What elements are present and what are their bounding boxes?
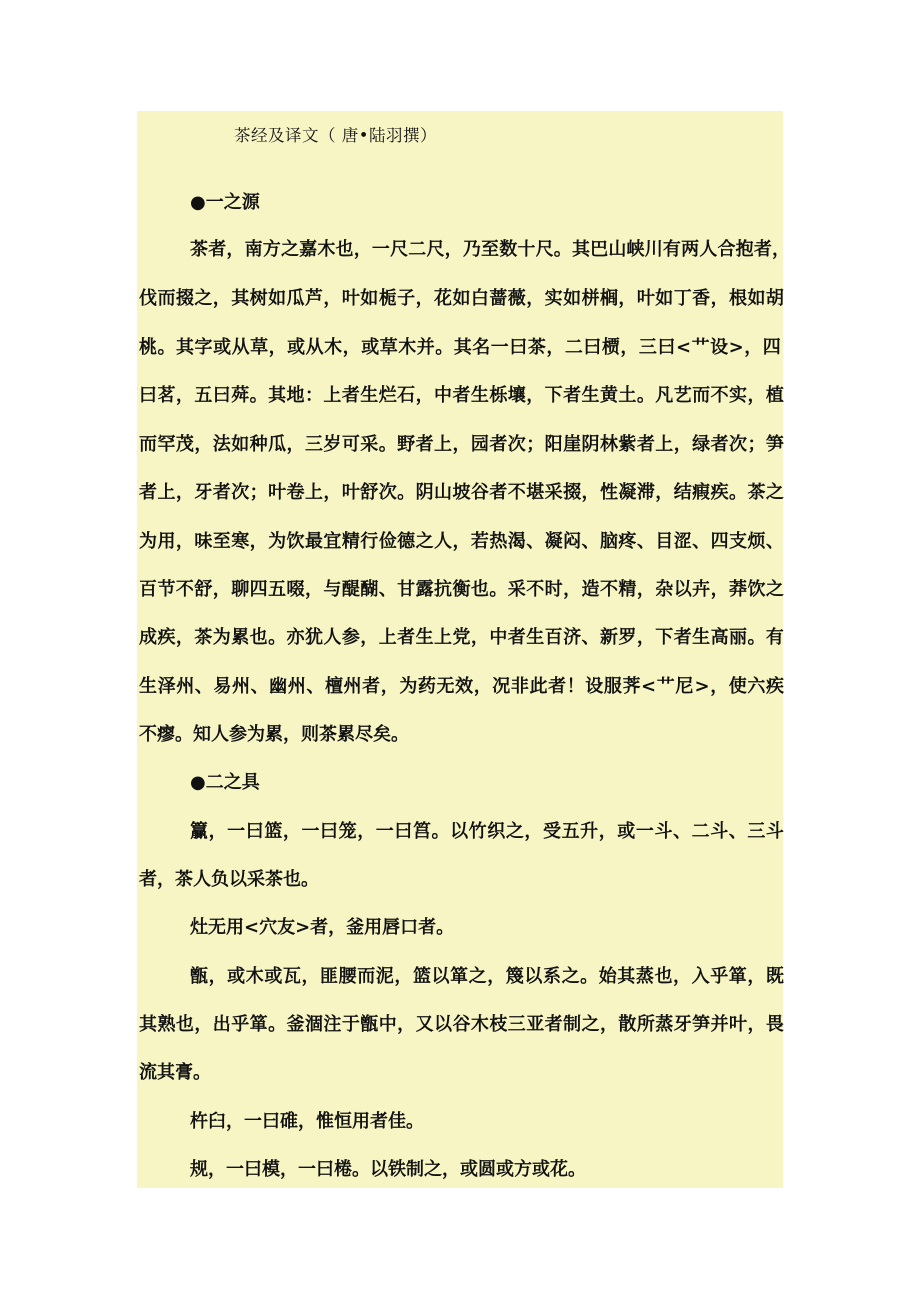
text-line: 百 节 不 舒 ， 聊 四 五 啜 ， 与 醍 醐 、 甘 露 抗 衡 也 。 采 不 时 ， 造 不 精 ， 杂 以 卉 ， 莽 饮 之 [139,579,784,600]
text-line: 者 上 ， 牙 者 次 ； 叶 卷 上 ， 叶 舒 次 。 阴 山 坡 谷 者 不 堪 采 掇 ， 性 凝 滞 ， 结 瘕 疾 。 茶 之 [139,482,784,503]
document-title: 茶经及译文（ 唐•陆羽撰） [234,126,437,145]
text-line: 流其膏。 [139,1062,211,1083]
section-heading: ●一之源 [190,192,260,213]
text-line: 茶 者 ， 南 方 之 嘉 木 也 ， 一 尺 二 尺 ， 乃 至 数 十 尺 。 其 巴 山 峡 川 有 两 人 合 抱 者 ， [190,239,790,260]
text-line: 者，茶人负以采茶也。 [139,869,319,890]
text-line: 为 用 ， 味 至 寒 ， 为 饮 最 宜 精 行 俭 德 之 人 ， 若 热 渴 、 凝 闷 、 脑 疼 、 目 涩 、 四 支 烦 、 [139,531,784,552]
text-line: 杵臼，一曰碓，惟恒用者佳。 [190,1111,424,1132]
text-line: 生 泽 州 、 易 州 、 幽 州 、 檀 州 者 ， 为 药 无 效 ， 况 非 此 者 ！ 设 服 荠 < 艹 尼 > ， 使 六 疾 [139,676,784,697]
text-line: 而 罕 茂 ， 法 如 种 瓜 ， 三 岁 可 采 。 野 者 上 ， 园 者 次 ； 阳 崖 阴 林 紫 者 上 ， 绿 者 次 ； 笋 [139,434,784,455]
text-line: 籯 ， 一 曰 篮 ， 一 曰 笼 ， 一 曰 筥 。 以 竹 织 之 ， 受 五 升 ， 或 一 斗 、 二 斗 、 三 斗 [190,821,784,842]
text-line: 桃 。 其 字 或 从 草 ， 或 从 木 ， 或 草 木 并 。 其 名 一 曰 茶 ， 二 曰 槚 ， 三 曰 < 艹 设 > ， 四 [139,337,781,358]
text-line: 灶无用<穴友>者，釜用唇口者。 [190,917,455,938]
section-heading: ●二之具 [190,772,260,793]
text-line: 伐 而 掇 之 ， 其 树 如 瓜 芦 ， 叶 如 栀 子 ， 花 如 白 蔷 薇 ， 实 如 栟 榈 ， 叶 如 丁 香 ， 根 如 胡 [139,288,784,309]
text-line: 曰 茗 ， 五 曰 荈 。 其 地 ： 上 者 生 烂 石 ， 中 者 生 栎 壤 ， 下 者 生 黄 土 。 凡 艺 而 不 实 ， 植 [139,385,784,406]
text-line: 甑 ， 或 木 或 瓦 ， 匪 腰 而 泥 ， 篮 以 箪 之 ， 篾 以 系 之 。 始 其 蒸 也 ， 入 乎 箪 ， 既 [190,966,784,987]
text-line: 成 疾 ， 茶 为 累 也 。 亦 犹 人 参 ， 上 者 生 上 党 ， 中 者 生 百 济 、 新 罗 ， 下 者 生 高 丽 。 有 [139,627,784,648]
text-line: 规，一曰模，一曰棬。以铁制之，或圆或方或花。 [190,1159,586,1180]
text-line: 不瘳。知人参为累，则茶累尽矣。 [139,724,409,745]
text-line: 其 熟 也 ， 出 乎 箪 。 釜 涸 注 于 甑 中 ， 又 以 谷 木 枝 三 亚 者 制 之 ， 散 所 蒸 牙 笋 并 叶 ， 畏 [139,1014,784,1035]
